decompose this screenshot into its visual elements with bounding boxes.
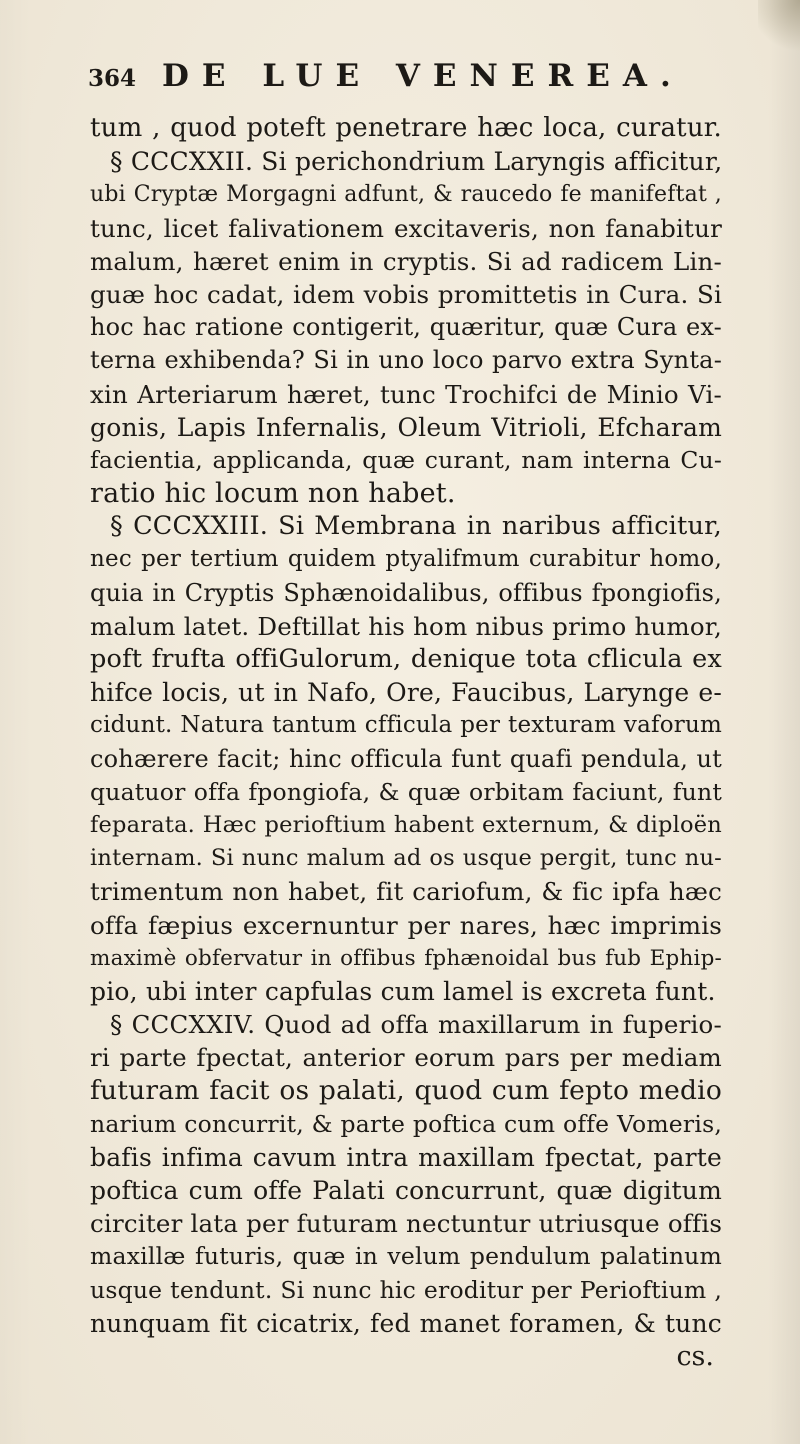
text-line: circiter lata per futuram nectuntur utriusque offis: [90, 1209, 723, 1239]
text-line: feparata. Hæc perioftium habent externum, & diploën: [90, 811, 722, 838]
text-line: trimentum non habet, fit cariofum, & fic ipfa hæc: [90, 877, 722, 907]
text-line: internam. Si nunc malum ad os usque pergit, tunc nu-: [90, 845, 722, 872]
text-line: quatuor offa fpongiofa, & quæ orbitam faciunt, funt: [90, 777, 722, 806]
text-line: narium concurrit, & parte poftica cum offe Vomeris,: [90, 1109, 722, 1138]
text-line: § CCCXXIII. Si Membrana in naribus afficitur,: [110, 511, 722, 542]
text-line: § CCCXXII. Si perichondrium Laryngis afficitur,: [110, 147, 723, 177]
text-line: futuram facit os palati, quod cum fepto medio: [90, 1075, 722, 1107]
text-line: quia in Cryptis Sphænoidalibus, offibus fpongiofis,: [90, 578, 722, 607]
text-line: ratio hic locum non habet.: [90, 478, 456, 510]
text-line: cidunt. Natura tantum cfficula per texturam vaforum: [90, 712, 722, 739]
page-corner-stain: [758, 0, 800, 60]
text-line: poft frufta offiGulorum, denique tota cflicula ex: [90, 644, 722, 674]
text-line: ubi Cryptæ Morgagni adfunt, & raucedo fe manifeftat ,: [90, 182, 722, 208]
text-line: hoc hac ratione contigerit, quæritur, quæ Cura ex-: [90, 313, 722, 342]
text-line: gonis, Lapis Infernalis, Oleum Vitrioli, Efcharam: [90, 412, 722, 442]
text-line: nunquam fit cicatrix, fed manet foramen, & tunc: [90, 1308, 722, 1338]
text-line: malum latet. Deftillat his hom nibus primo humor,: [90, 611, 722, 641]
body-text: [90, 112, 722, 1373]
text-line: pio, ubi inter capfulas cum lamel is excreta funt.: [90, 976, 716, 1006]
text-line: maximè obfervatur in offibus fphænoidal bus fub Ephip-: [90, 945, 722, 971]
text-line: facientia, applicanda, quæ curant, nam interna Cu-: [90, 445, 722, 474]
text-line: guæ hoc cadat, idem vobis promittetis in Cura. Si: [90, 279, 722, 309]
text-line: tunc, licet falivationem excitaveris, non fanabitur: [90, 213, 722, 243]
text-line: xin Arteriarum hæret, tunc Trochifci de Minio Vi-: [90, 379, 722, 409]
text-line: nec per tertium quidem ptyalifmum curabitur homo,: [90, 546, 722, 573]
text-line: tum , quod poteft penetrare hæc loca, curatur.: [90, 113, 722, 143]
text-line: offa fæpius excernuntur per nares, hæc imprimis: [90, 910, 722, 940]
text-line: maxillæ futuris, quæ in velum pendulum palatinum: [90, 1242, 722, 1271]
text-line: terna exhibenda? Si in uno loco parvo extra Synta-: [90, 346, 722, 375]
text-line: § CCCXXIV. Quod ad offa maxillarum in fuperio-: [110, 1010, 722, 1040]
text-line: ri parte fpectat, anterior eorum pars per mediam: [90, 1043, 722, 1073]
text-line: poftica cum offe Palati concurrunt, quæ digitum: [90, 1176, 722, 1205]
text-line: cohærere facit; hinc officula funt quafi pendula, ut: [90, 744, 722, 773]
page-header: [88, 58, 684, 94]
text-line: bafis infima cavum intra maxillam fpectat, parte: [90, 1142, 722, 1172]
text-line: usque tendunt. Si nunc hic eroditur per Perioftium ,: [90, 1275, 722, 1304]
page-number: 364: [88, 65, 137, 92]
text-line: hifce locis, ut in Nafo, Ore, Faucibus, Larynge e-: [90, 678, 722, 708]
catchword: cs.: [676, 1340, 714, 1372]
text-line: malum, hæret enim in cryptis. Si ad radicem Lin-: [90, 246, 722, 276]
running-title: DE LUE VENEREA.: [162, 58, 684, 94]
